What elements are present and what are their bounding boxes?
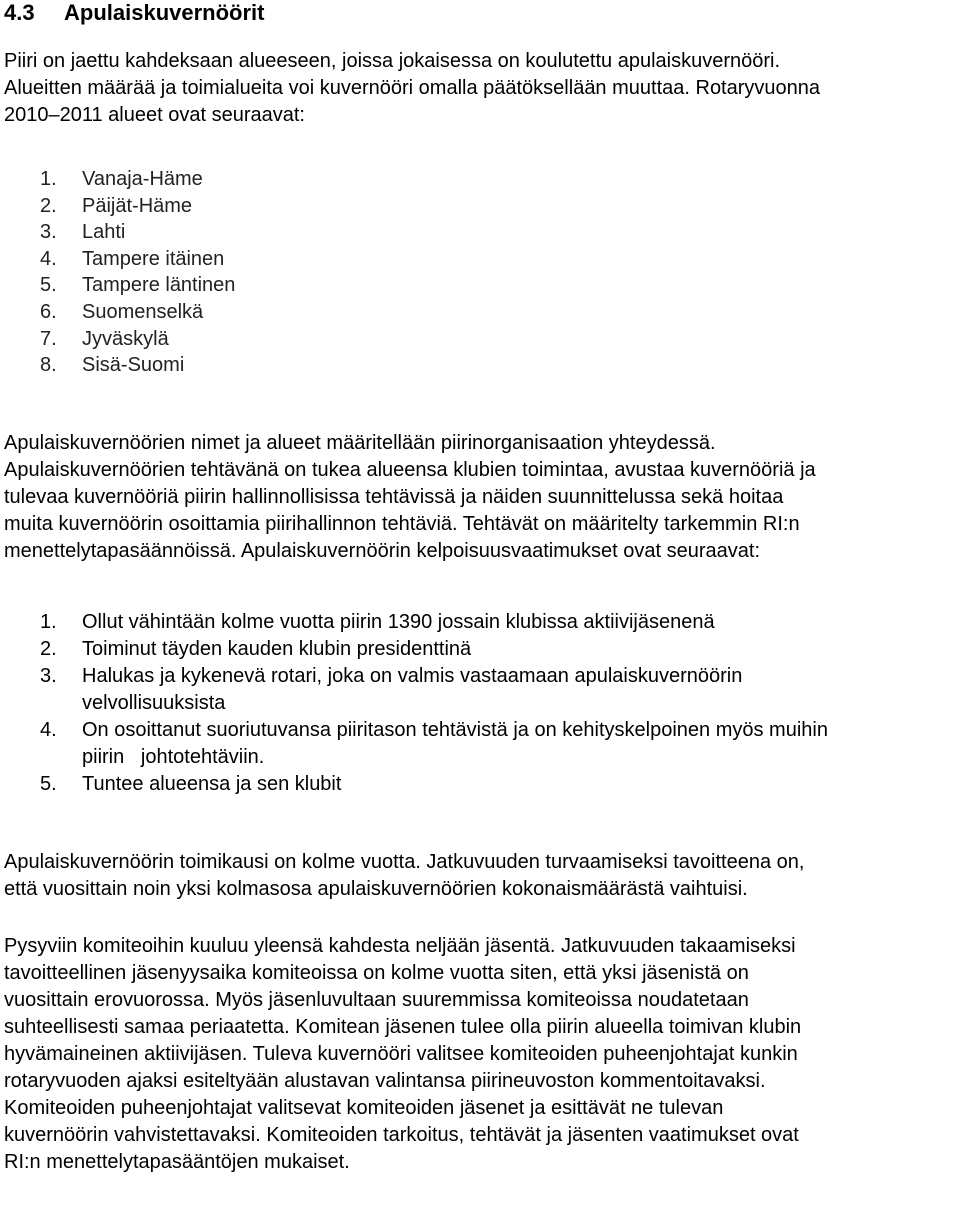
- section-title: Apulaiskuvernöörit: [64, 0, 265, 25]
- district-name: Tampere läntinen: [82, 274, 236, 297]
- district-name: Päijät-Häme: [82, 194, 193, 217]
- list-number: 8.: [40, 354, 57, 377]
- paragraph-line: 2010–2011 alueet ovat seuraavat:: [4, 104, 305, 126]
- paragraph-line: Pysyviin komiteoihin kuuluu yleensä kahdesta neljään jäsentä. Jatkuvuuden takaamiseksi: [4, 935, 796, 957]
- paragraph-line: Apulaiskuvernöörin toimikausi on kolme vuotta. Jatkuvuuden turvaamiseksi tavoitteena on,: [4, 851, 805, 873]
- list-number: 2.: [40, 638, 57, 660]
- list-item: [40, 299, 235, 326]
- list-item: [40, 352, 235, 379]
- paragraph-line: rotaryvuoden ajaksi esiteltyään alustavan valintansa piirineuvoston kommentoitavaksi.: [4, 1070, 766, 1092]
- requirement-text: Halukas ja kykenevä rotari, joka on valmis vastaamaan apulaiskuvernöörin: [82, 665, 743, 687]
- requirement-text: Ollut vähintään kolme vuotta piirin 1390 jossain klubissa aktiivijäsenenä: [82, 611, 715, 633]
- paragraph-line: suhteellisesti samaa periaatetta. Komitean jäsenen tulee olla piirin alueella toimivan klubin: [4, 1016, 802, 1038]
- list-item: [40, 246, 235, 273]
- list-item: [40, 326, 235, 353]
- paragraph-line: menettelytapasäännöissä. Apulaiskuvernöörin kelpoisuusvaatimukset ovat seuraavat:: [4, 540, 760, 562]
- committees-paragraph: [4, 933, 801, 1176]
- list-item: [40, 771, 828, 798]
- paragraph-line: Komiteoiden puheenjohtajat valitsevat komiteoiden jäsenet ja esittävät ne tulevan: [4, 1097, 724, 1119]
- paragraph-line: että vuosittain noin yksi kolmasosa apulaiskuvernöörien kokonaismäärästä vaihtuisi.: [4, 878, 748, 900]
- requirement-text: Toiminut täyden kauden klubin presidenttinä: [82, 638, 472, 660]
- list-item: [40, 717, 828, 771]
- requirement-text: On osoittanut suoriutuvansa piiritason tehtävistä ja on kehityskelpoinen myös muihin: [82, 719, 828, 741]
- list-item: [40, 193, 235, 220]
- district-name: Jyväskylä: [82, 327, 169, 350]
- list-number: 2.: [40, 194, 57, 217]
- paragraph-line: kuvernöörin vahvistettavaksi. Komiteoiden tarkoitus, tehtävät ja jäsenten vaatimukset ovat: [4, 1124, 799, 1146]
- section-heading: [4, 0, 264, 27]
- paragraph-line: RI:n menettelytapasääntöjen mukaiset.: [4, 1151, 350, 1173]
- term-paragraph: [4, 849, 804, 903]
- list-number: 3.: [40, 665, 57, 687]
- list-number: 1.: [40, 168, 57, 190]
- paragraph-line: Apulaiskuvernöörien nimet ja alueet määritellään piirinorganisaation yhteydessä.: [4, 432, 716, 454]
- intro-paragraph: [4, 48, 820, 129]
- list-item: [40, 219, 235, 246]
- list-number: 4.: [40, 719, 57, 741]
- requirement-text: piirin johtotehtäviin.: [82, 746, 265, 768]
- district-name: Sisä-Suomi: [82, 354, 185, 377]
- district-name: Tampere itäinen: [82, 247, 225, 270]
- list-number: 6.: [40, 300, 57, 323]
- paragraph-line: Alueitten määrää ja toimialueita voi kuvernööri omalla päätöksellään muuttaa. Rotaryvuonna: [4, 77, 821, 99]
- list-number: 5.: [40, 274, 57, 297]
- paragraph-line: Piiri on jaettu kahdeksaan alueeseen, joissa jokaisessa on koulutettu apulaiskuvernööri.: [4, 50, 781, 72]
- paragraph-line: Apulaiskuvernöörien tehtävänä on tukea alueensa klubien toimintaa, avustaa kuvernööriä ja: [4, 459, 816, 481]
- duties-paragraph: [4, 430, 816, 565]
- paragraph-line: muita kuvernöörin osoittamia piirihallinnon tehtäviä. Tehtävät on määritelty tarkemmin RI:n: [4, 513, 800, 535]
- paragraph-line: vuosittain erovuorossa. Myös jäsenluvultaan suuremmissa komiteoissa noudatetaan: [4, 989, 749, 1011]
- paragraph-line: hyvämaineinen aktiivijäsen. Tuleva kuvernööri valitsee komiteoiden puheenjohtajat kunkin: [4, 1043, 798, 1065]
- district-name: Lahti: [82, 221, 126, 244]
- section-number: 4.3: [4, 0, 35, 25]
- requirements-list: [40, 609, 828, 798]
- list-item: [40, 609, 828, 636]
- requirement-text: Tuntee alueensa ja sen klubit: [82, 773, 342, 795]
- district-name: Suomenselkä: [82, 300, 204, 323]
- paragraph-line: tavoitteellinen jäsenyysaika komiteoissa on kolme vuotta siten, että yksi jäsenistä on: [4, 962, 749, 984]
- list-number: 4.: [40, 247, 57, 270]
- district-name: Vanaja-Häme: [82, 168, 203, 190]
- district-list: [40, 166, 235, 379]
- list-item: [40, 663, 828, 717]
- list-number: 5.: [40, 773, 57, 795]
- list-item: [40, 636, 828, 663]
- list-number: 7.: [40, 327, 57, 350]
- list-number: 3.: [40, 221, 57, 244]
- paragraph-line: tulevaa kuvernööriä piirin hallinnollisissa tehtävissä ja näiden suunnittelussa sekä hoitaa: [4, 486, 784, 508]
- list-number: 1.: [40, 611, 57, 633]
- list-item: [40, 166, 235, 193]
- list-item: [40, 272, 235, 299]
- requirement-text: velvollisuuksista: [82, 692, 226, 714]
